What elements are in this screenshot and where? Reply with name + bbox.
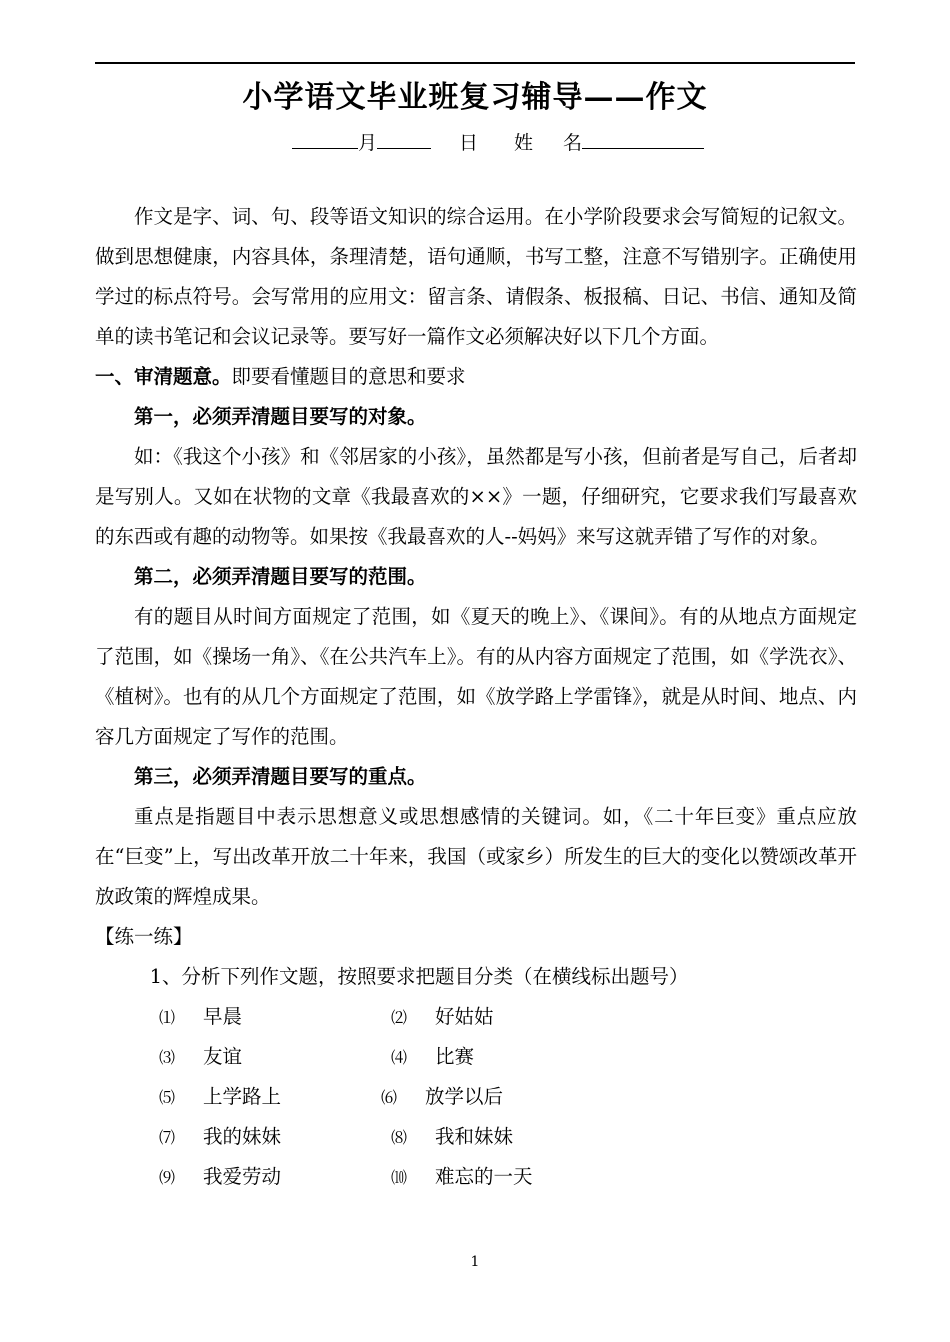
- subheading-focus: 第三，必须弄清题目要写的重点。: [134, 765, 427, 788]
- option-item: ⑵ 好姑姑: [391, 1005, 494, 1028]
- practice-options: [95, 997, 857, 1197]
- option-item: ⑹ 放学以后: [381, 1085, 504, 1108]
- name-label-2: 名: [563, 132, 583, 154]
- option-row: [95, 997, 857, 1037]
- option-item: ⑷ 比赛: [391, 1045, 475, 1068]
- header-rule: [95, 62, 855, 64]
- paragraph-object: 如：《我这个小孩》和《邻居家的小孩》，虽然都是写小孩，但前者是写自己，后者却是写别人。又如在状物的文章《我最喜欢的××》一题，仔细研究，它要求我们写最喜欢的东西或有趣的动物等。如果按《我最喜欢的人--妈妈》来写这就弄错了写作的对象。: [95, 445, 857, 548]
- option-item: ⑺ 我的妹妹: [159, 1125, 282, 1148]
- section-heading-rest: 即要看懂题目的意思和要求: [231, 365, 466, 388]
- paragraph-focus: 重点是指题目中表示思想意义或思想感情的关键词。如，《二十年巨变》重点应放在“巨变”上，写出改革开放二十年来，我国（或家乡）所发生的巨大的变化以赞颂改革开放政策的辉煌成果。: [95, 805, 857, 908]
- option-item: ⑽ 难忘的一天: [391, 1165, 533, 1188]
- option-item: ⑸ 上学路上: [159, 1085, 282, 1108]
- option-row: [95, 1117, 857, 1157]
- option-row: [95, 1077, 857, 1117]
- option-item: ⑼ 我爱劳动: [159, 1165, 282, 1188]
- document-title: 小学语文毕业班复习辅导——作文: [242, 80, 708, 115]
- month-label: 月: [358, 132, 378, 154]
- page-number: 1: [470, 1254, 480, 1270]
- date-name-line: [292, 128, 704, 156]
- paragraph-scope: 有的题目从时间方面规定了范围，如《夏天的晚上》、《课间》。有的从地点方面规定了范围，如《操场一角》、《在公共汽车上》。有的从内容方面规定了范围，如《学洗衣》、《植树》。也有的从几个方面规定了范围，如《放学路上学雷锋》，就是从时间、地点、内容几方面规定了写作的范围。: [95, 605, 857, 748]
- document-body: [95, 197, 857, 1197]
- day-blank[interactable]: [377, 128, 431, 149]
- practice-question: 1、分析下列作文题，按照要求把题目分类（在横线标出题号）: [149, 965, 689, 988]
- subheading-object: 第一，必须弄清题目要写的对象。: [134, 405, 427, 428]
- option-item: ⑶ 友谊: [159, 1045, 243, 1068]
- intro-paragraph: 作文是字、词、句、段等语文知识的综合运用。在小学阶段要求会写简短的记叙文。做到思想健康，内容具体，条理清楚，语句通顺，书写工整，注意不写错别字。正确使用学过的标点符号。会写常用的应用文：留言条、请假条、板报稿、日记、书信、通知及简单的读书笔记和会议记录等。要写好一篇作文必须解决好以下几个方面。: [95, 205, 857, 348]
- subheading-scope: 第二，必须弄清题目要写的范围。: [134, 565, 427, 588]
- option-item: ⑻ 我和妹妹: [391, 1125, 514, 1148]
- month-blank[interactable]: [292, 128, 358, 149]
- name-blank[interactable]: [582, 128, 704, 149]
- option-row: [95, 1157, 857, 1197]
- day-label: 日: [459, 132, 479, 154]
- section-heading-bold: 一、审清题意。: [95, 365, 232, 388]
- name-label-1: 姓: [514, 132, 534, 154]
- option-row: [95, 1037, 857, 1077]
- practice-label: 【练一练】: [95, 925, 193, 948]
- option-item: ⑴ 早晨: [159, 1005, 243, 1028]
- section-heading: [95, 357, 857, 397]
